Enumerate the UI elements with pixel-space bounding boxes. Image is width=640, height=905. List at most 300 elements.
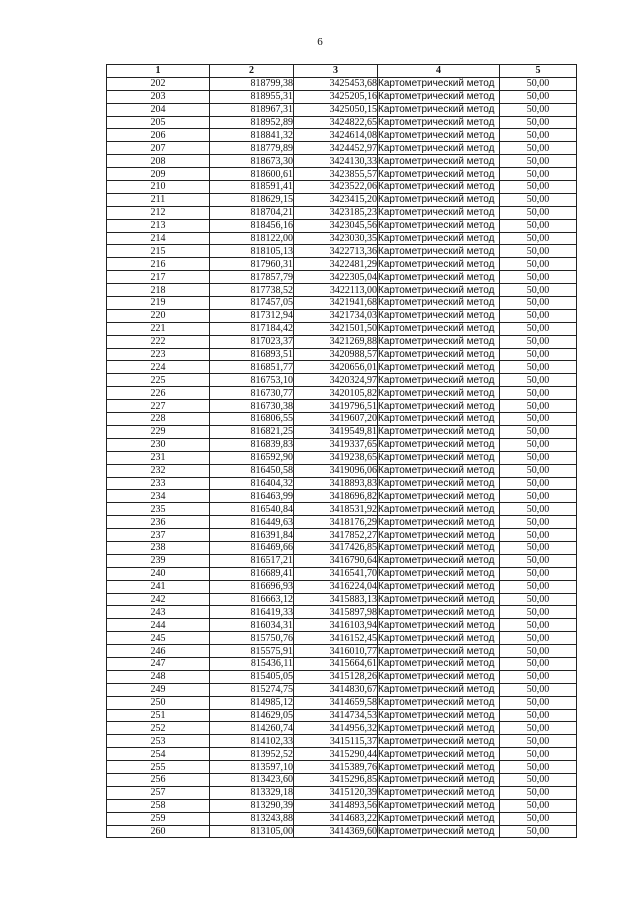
table-row	[107, 348, 577, 361]
accuracy-cell: 50,00	[500, 529, 577, 542]
x-coordinate-cell: 816730,77	[210, 387, 294, 400]
accuracy-cell: 50,00	[500, 541, 577, 554]
y-coordinate-cell: 3415296,85	[294, 773, 378, 786]
accuracy-cell: 50,00	[500, 516, 577, 529]
x-coordinate-cell: 816730,38	[210, 400, 294, 413]
point-number-cell: 229	[107, 425, 210, 438]
accuracy-cell: 50,00	[500, 413, 577, 426]
accuracy-cell: 50,00	[500, 103, 577, 116]
point-number-cell: 255	[107, 761, 210, 774]
accuracy-cell: 50,00	[500, 748, 577, 761]
table-header-row	[107, 65, 577, 78]
y-coordinate-cell: 3416541,70	[294, 567, 378, 580]
point-number-cell: 223	[107, 348, 210, 361]
accuracy-cell: 50,00	[500, 348, 577, 361]
x-coordinate-cell: 815274,75	[210, 683, 294, 696]
point-number-cell: 212	[107, 206, 210, 219]
accuracy-cell: 50,00	[500, 168, 577, 181]
table-row	[107, 580, 577, 593]
y-coordinate-cell: 3421269,88	[294, 335, 378, 348]
y-coordinate-cell: 3424614,08	[294, 129, 378, 142]
accuracy-cell: 50,00	[500, 786, 577, 799]
table-row	[107, 232, 577, 245]
x-coordinate-cell: 816034,31	[210, 619, 294, 632]
table-row	[107, 168, 577, 181]
method-cell: Картометрический метод	[378, 232, 500, 245]
y-coordinate-cell: 3414956,32	[294, 722, 378, 735]
table-row	[107, 748, 577, 761]
table-row	[107, 90, 577, 103]
page-number: 6	[317, 36, 323, 48]
method-cell: Картометрический метод	[378, 155, 500, 168]
y-coordinate-cell: 3420324,97	[294, 374, 378, 387]
accuracy-cell: 50,00	[500, 722, 577, 735]
x-coordinate-cell: 817023,37	[210, 335, 294, 348]
table-row	[107, 181, 577, 194]
x-coordinate-cell: 816404,32	[210, 477, 294, 490]
method-cell: Картометрический метод	[378, 503, 500, 516]
method-cell: Картометрический метод	[378, 206, 500, 219]
table-row	[107, 219, 577, 232]
method-cell: Картометрический метод	[378, 619, 500, 632]
point-number-cell: 234	[107, 490, 210, 503]
x-coordinate-cell: 816753,10	[210, 374, 294, 387]
point-number-cell: 202	[107, 77, 210, 90]
method-cell: Картометрический метод	[378, 735, 500, 748]
y-coordinate-cell: 3414830,67	[294, 683, 378, 696]
table-row	[107, 77, 577, 90]
point-number-cell: 214	[107, 232, 210, 245]
point-number-cell: 239	[107, 554, 210, 567]
x-coordinate-cell: 816540,84	[210, 503, 294, 516]
method-cell: Картометрический метод	[378, 181, 500, 194]
point-number-cell: 221	[107, 322, 210, 335]
x-coordinate-cell: 815750,76	[210, 632, 294, 645]
method-cell: Картометрический метод	[378, 670, 500, 683]
method-cell: Картометрический метод	[378, 657, 500, 670]
x-coordinate-cell: 818799,38	[210, 77, 294, 90]
x-coordinate-cell: 815405,05	[210, 670, 294, 683]
point-number-cell: 259	[107, 812, 210, 825]
method-cell: Картометрический метод	[378, 451, 500, 464]
table-row	[107, 812, 577, 825]
y-coordinate-cell: 3422305,04	[294, 271, 378, 284]
y-coordinate-cell: 3418696,82	[294, 490, 378, 503]
point-number-cell: 231	[107, 451, 210, 464]
table-row	[107, 297, 577, 310]
x-coordinate-cell: 816893,51	[210, 348, 294, 361]
table-row	[107, 309, 577, 322]
point-number-cell: 254	[107, 748, 210, 761]
y-coordinate-cell: 3424822,65	[294, 116, 378, 129]
point-number-cell: 252	[107, 722, 210, 735]
method-cell: Картометрический метод	[378, 335, 500, 348]
y-coordinate-cell: 3419238,65	[294, 451, 378, 464]
method-cell: Картометрический метод	[378, 632, 500, 645]
point-number-cell: 228	[107, 413, 210, 426]
table-row	[107, 619, 577, 632]
accuracy-cell: 50,00	[500, 503, 577, 516]
accuracy-cell: 50,00	[500, 606, 577, 619]
table-row	[107, 490, 577, 503]
y-coordinate-cell: 3414659,58	[294, 696, 378, 709]
x-coordinate-cell: 818591,41	[210, 181, 294, 194]
table-row	[107, 206, 577, 219]
point-number-cell: 215	[107, 245, 210, 258]
method-cell: Картометрический метод	[378, 168, 500, 181]
y-coordinate-cell: 3416103,94	[294, 619, 378, 632]
method-cell: Картометрический метод	[378, 709, 500, 722]
y-coordinate-cell: 3419337,65	[294, 438, 378, 451]
table-row	[107, 632, 577, 645]
method-cell: Картометрический метод	[378, 77, 500, 90]
table-row	[107, 374, 577, 387]
table-row	[107, 761, 577, 774]
y-coordinate-cell: 3421941,68	[294, 297, 378, 310]
accuracy-cell: 50,00	[500, 464, 577, 477]
table-row	[107, 683, 577, 696]
point-number-cell: 204	[107, 103, 210, 116]
accuracy-cell: 50,00	[500, 90, 577, 103]
accuracy-cell: 50,00	[500, 567, 577, 580]
accuracy-cell: 50,00	[500, 696, 577, 709]
y-coordinate-cell: 3419549,81	[294, 425, 378, 438]
y-coordinate-cell: 3415664,61	[294, 657, 378, 670]
method-cell: Картометрический метод	[378, 413, 500, 426]
x-coordinate-cell: 818841,32	[210, 129, 294, 142]
point-number-cell: 203	[107, 90, 210, 103]
x-coordinate-cell: 817738,52	[210, 284, 294, 297]
table-row	[107, 155, 577, 168]
point-number-cell: 207	[107, 142, 210, 155]
method-cell: Картометрический метод	[378, 245, 500, 258]
method-cell: Картометрический метод	[378, 284, 500, 297]
table-row	[107, 735, 577, 748]
point-number-cell: 253	[107, 735, 210, 748]
accuracy-cell: 50,00	[500, 142, 577, 155]
x-coordinate-cell: 816839,83	[210, 438, 294, 451]
method-cell: Картометрический метод	[378, 645, 500, 658]
y-coordinate-cell: 3420105,82	[294, 387, 378, 400]
y-coordinate-cell: 3423030,35	[294, 232, 378, 245]
accuracy-cell: 50,00	[500, 593, 577, 606]
x-coordinate-cell: 815575,91	[210, 645, 294, 658]
y-coordinate-cell: 3425050,15	[294, 103, 378, 116]
accuracy-cell: 50,00	[500, 335, 577, 348]
y-coordinate-cell: 3416790,64	[294, 554, 378, 567]
point-number-cell: 250	[107, 696, 210, 709]
accuracy-cell: 50,00	[500, 709, 577, 722]
x-coordinate-cell: 818600,61	[210, 168, 294, 181]
x-coordinate-cell: 816689,41	[210, 567, 294, 580]
point-number-cell: 206	[107, 129, 210, 142]
point-number-cell: 237	[107, 529, 210, 542]
y-coordinate-cell: 3414893,56	[294, 799, 378, 812]
y-coordinate-cell: 3423855,57	[294, 168, 378, 181]
method-cell: Картометрический метод	[378, 103, 500, 116]
accuracy-cell: 50,00	[500, 490, 577, 503]
table-row	[107, 361, 577, 374]
table-row	[107, 516, 577, 529]
y-coordinate-cell: 3420988,57	[294, 348, 378, 361]
y-coordinate-cell: 3423185,23	[294, 206, 378, 219]
point-number-cell: 257	[107, 786, 210, 799]
accuracy-cell: 50,00	[500, 477, 577, 490]
accuracy-cell: 50,00	[500, 632, 577, 645]
accuracy-cell: 50,00	[500, 297, 577, 310]
accuracy-cell: 50,00	[500, 193, 577, 206]
x-coordinate-cell: 818779,89	[210, 142, 294, 155]
point-number-cell: 238	[107, 541, 210, 554]
table-row	[107, 825, 577, 838]
point-number-cell: 208	[107, 155, 210, 168]
x-coordinate-cell: 817184,42	[210, 322, 294, 335]
point-number-cell: 260	[107, 825, 210, 838]
point-number-cell: 248	[107, 670, 210, 683]
point-number-cell: 226	[107, 387, 210, 400]
x-coordinate-cell: 816696,93	[210, 580, 294, 593]
accuracy-cell: 50,00	[500, 825, 577, 838]
point-number-cell: 242	[107, 593, 210, 606]
y-coordinate-cell: 3419607,20	[294, 413, 378, 426]
method-cell: Картометрический метод	[378, 554, 500, 567]
table-row	[107, 696, 577, 709]
x-coordinate-cell: 818629,15	[210, 193, 294, 206]
point-number-cell: 235	[107, 503, 210, 516]
accuracy-cell: 50,00	[500, 77, 577, 90]
y-coordinate-cell: 3416152,45	[294, 632, 378, 645]
method-cell: Картометрический метод	[378, 309, 500, 322]
table-row	[107, 322, 577, 335]
method-cell: Картометрический метод	[378, 258, 500, 271]
point-number-cell: 244	[107, 619, 210, 632]
method-cell: Картометрический метод	[378, 580, 500, 593]
point-number-cell: 246	[107, 645, 210, 658]
point-number-cell: 227	[107, 400, 210, 413]
accuracy-cell: 50,00	[500, 322, 577, 335]
point-number-cell: 249	[107, 683, 210, 696]
accuracy-cell: 50,00	[500, 425, 577, 438]
y-coordinate-cell: 3425453,68	[294, 77, 378, 90]
table-row	[107, 451, 577, 464]
point-number-cell: 220	[107, 309, 210, 322]
accuracy-cell: 50,00	[500, 773, 577, 786]
point-number-cell: 236	[107, 516, 210, 529]
method-cell: Картометрический метод	[378, 799, 500, 812]
x-coordinate-cell: 814985,12	[210, 696, 294, 709]
method-cell: Картометрический метод	[378, 322, 500, 335]
table-row	[107, 606, 577, 619]
method-cell: Картометрический метод	[378, 567, 500, 580]
method-cell: Картометрический метод	[378, 722, 500, 735]
method-cell: Картометрический метод	[378, 529, 500, 542]
accuracy-cell: 50,00	[500, 181, 577, 194]
y-coordinate-cell: 3419096,06	[294, 464, 378, 477]
y-coordinate-cell: 3414369,60	[294, 825, 378, 838]
x-coordinate-cell: 814629,05	[210, 709, 294, 722]
method-cell: Картометрический метод	[378, 400, 500, 413]
table-row	[107, 786, 577, 799]
accuracy-cell: 50,00	[500, 761, 577, 774]
table-body	[107, 77, 577, 838]
column-header-5: 5	[500, 65, 577, 78]
table-row	[107, 271, 577, 284]
y-coordinate-cell: 3415883,13	[294, 593, 378, 606]
x-coordinate-cell: 818967,31	[210, 103, 294, 116]
method-cell: Картометрический метод	[378, 786, 500, 799]
point-number-cell: 225	[107, 374, 210, 387]
x-coordinate-cell: 818955,31	[210, 90, 294, 103]
x-coordinate-cell: 816463,99	[210, 490, 294, 503]
table-row	[107, 799, 577, 812]
accuracy-cell: 50,00	[500, 245, 577, 258]
accuracy-cell: 50,00	[500, 155, 577, 168]
accuracy-cell: 50,00	[500, 799, 577, 812]
method-cell: Картометрический метод	[378, 812, 500, 825]
table-row	[107, 593, 577, 606]
method-cell: Картометрический метод	[378, 683, 500, 696]
x-coordinate-cell: 813423,60	[210, 773, 294, 786]
table-row	[107, 709, 577, 722]
table-row	[107, 773, 577, 786]
method-cell: Картометрический метод	[378, 387, 500, 400]
y-coordinate-cell: 3415389,76	[294, 761, 378, 774]
method-cell: Картометрический метод	[378, 464, 500, 477]
table-row	[107, 284, 577, 297]
accuracy-cell: 50,00	[500, 219, 577, 232]
table-row	[107, 193, 577, 206]
point-number-cell: 251	[107, 709, 210, 722]
x-coordinate-cell: 813290,39	[210, 799, 294, 812]
point-number-cell: 209	[107, 168, 210, 181]
y-coordinate-cell: 3425205,16	[294, 90, 378, 103]
x-coordinate-cell: 816449,63	[210, 516, 294, 529]
method-cell: Картометрический метод	[378, 193, 500, 206]
accuracy-cell: 50,00	[500, 129, 577, 142]
table-row	[107, 413, 577, 426]
table-row	[107, 567, 577, 580]
y-coordinate-cell: 3415120,39	[294, 786, 378, 799]
y-coordinate-cell: 3423415,20	[294, 193, 378, 206]
point-number-cell: 224	[107, 361, 210, 374]
table-row	[107, 438, 577, 451]
accuracy-cell: 50,00	[500, 657, 577, 670]
method-cell: Картометрический метод	[378, 90, 500, 103]
y-coordinate-cell: 3422713,36	[294, 245, 378, 258]
method-cell: Картометрический метод	[378, 761, 500, 774]
x-coordinate-cell: 817857,79	[210, 271, 294, 284]
accuracy-cell: 50,00	[500, 309, 577, 322]
x-coordinate-cell: 817312,94	[210, 309, 294, 322]
y-coordinate-cell: 3417426,85	[294, 541, 378, 554]
point-number-cell: 233	[107, 477, 210, 490]
y-coordinate-cell: 3419796,51	[294, 400, 378, 413]
x-coordinate-cell: 813105,00	[210, 825, 294, 838]
method-cell: Картометрический метод	[378, 219, 500, 232]
table-row	[107, 541, 577, 554]
method-cell: Картометрический метод	[378, 142, 500, 155]
table-row	[107, 722, 577, 735]
method-cell: Картометрический метод	[378, 825, 500, 838]
point-number-cell: 218	[107, 284, 210, 297]
column-header-3: 3	[294, 65, 378, 78]
method-cell: Картометрический метод	[378, 516, 500, 529]
x-coordinate-cell: 816851,77	[210, 361, 294, 374]
method-cell: Картометрический метод	[378, 606, 500, 619]
accuracy-cell: 50,00	[500, 232, 577, 245]
x-coordinate-cell: 813597,10	[210, 761, 294, 774]
table-row	[107, 116, 577, 129]
x-coordinate-cell: 816517,21	[210, 554, 294, 567]
table-row	[107, 503, 577, 516]
point-number-cell: 205	[107, 116, 210, 129]
accuracy-cell: 50,00	[500, 670, 577, 683]
table-row	[107, 529, 577, 542]
table-row	[107, 129, 577, 142]
accuracy-cell: 50,00	[500, 258, 577, 271]
x-coordinate-cell: 817457,05	[210, 297, 294, 310]
x-coordinate-cell: 813243,88	[210, 812, 294, 825]
y-coordinate-cell: 3421734,03	[294, 309, 378, 322]
x-coordinate-cell: 817960,31	[210, 258, 294, 271]
point-number-cell: 247	[107, 657, 210, 670]
table-row	[107, 554, 577, 567]
y-coordinate-cell: 3416010,77	[294, 645, 378, 658]
point-number-cell: 243	[107, 606, 210, 619]
y-coordinate-cell: 3424452,97	[294, 142, 378, 155]
accuracy-cell: 50,00	[500, 374, 577, 387]
point-number-cell: 222	[107, 335, 210, 348]
accuracy-cell: 50,00	[500, 284, 577, 297]
accuracy-cell: 50,00	[500, 735, 577, 748]
accuracy-cell: 50,00	[500, 438, 577, 451]
method-cell: Картометрический метод	[378, 297, 500, 310]
accuracy-cell: 50,00	[500, 554, 577, 567]
accuracy-cell: 50,00	[500, 206, 577, 219]
accuracy-cell: 50,00	[500, 645, 577, 658]
y-coordinate-cell: 3415897,98	[294, 606, 378, 619]
x-coordinate-cell: 814260,74	[210, 722, 294, 735]
accuracy-cell: 50,00	[500, 683, 577, 696]
table-row	[107, 645, 577, 658]
y-coordinate-cell: 3418176,29	[294, 516, 378, 529]
y-coordinate-cell: 3420656,01	[294, 361, 378, 374]
y-coordinate-cell: 3415128,26	[294, 670, 378, 683]
x-coordinate-cell: 816419,33	[210, 606, 294, 619]
method-cell: Картометрический метод	[378, 773, 500, 786]
point-number-cell: 245	[107, 632, 210, 645]
point-number-cell: 213	[107, 219, 210, 232]
accuracy-cell: 50,00	[500, 361, 577, 374]
coordinates-table	[106, 64, 577, 838]
table-row	[107, 258, 577, 271]
table-row	[107, 387, 577, 400]
column-header-1: 1	[107, 65, 210, 78]
point-number-cell: 258	[107, 799, 210, 812]
point-number-cell: 216	[107, 258, 210, 271]
point-number-cell: 217	[107, 271, 210, 284]
table-row	[107, 400, 577, 413]
column-header-2: 2	[210, 65, 294, 78]
accuracy-cell: 50,00	[500, 116, 577, 129]
point-number-cell: 232	[107, 464, 210, 477]
y-coordinate-cell: 3414734,53	[294, 709, 378, 722]
method-cell: Картометрический метод	[378, 477, 500, 490]
y-coordinate-cell: 3415115,37	[294, 735, 378, 748]
y-coordinate-cell: 3418893,83	[294, 477, 378, 490]
method-cell: Картометрический метод	[378, 129, 500, 142]
x-coordinate-cell: 818456,16	[210, 219, 294, 232]
